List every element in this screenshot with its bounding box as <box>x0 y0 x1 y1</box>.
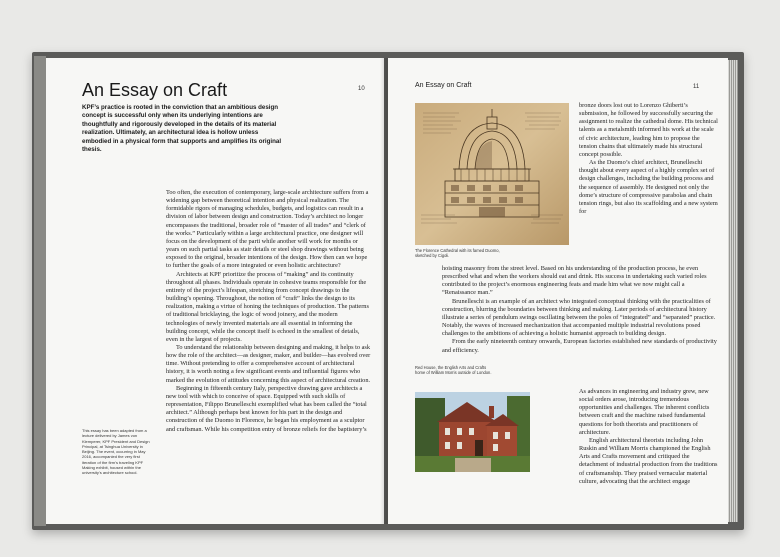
page-number-left: 10 <box>358 86 365 92</box>
body-paragraph: Brunelleschi is an example of an architect who integrated conceptual thinking with the practicalities of construction, blurring the boundaries between thinking and making. Later periods of architectural history illustrate a series of pendulum swings oscillating between the poles of “integrated” and “separated” practice. Notably, the waves of increased mechanization that accompanied multiple industrial revolutions posed challenges to the ambitions of achieving a holistic humanist approach to building design. <box>442 297 716 338</box>
right-body-column-bottom <box>579 388 719 486</box>
body-paragraph: hoisting masonry from the street level. Based on his understanding of the production process, he even prescribed what and when the workers should eat and drink. His success in undertaking such varied roles contributed to the project’s enormous engineering feats and made him what we now might call a “Renaissance man.” <box>442 265 707 297</box>
footnote: This essay has been adapted from a lecture delivered by James von Klemperer, KPF President and Design Principal, at Tsinghua University in Beijing. The event, occurring in May 2016, accompanied the very first iteration of the firm’s traveling KPF Making exhibit, housed within the university’s architecture school. <box>82 428 150 476</box>
body-paragraph: Beginning in fifteenth century Italy, perspective drawing gave architects a new tool with which to conceive of space. Equipped with such skills of representation, Filippo Brunelleschi exemplified what has been called the “total architect.” Although perhaps best known for his part in the design and construction of the Duomo in Florence, he began his employment as a sculptor and craftsman. While his competition entry of bronze reliefs for the baptistery’s <box>166 384 367 433</box>
red-house-photo <box>415 392 530 472</box>
body-paragraph: From the early nineteenth century onwards, European factories established new standards of productivity and efficiency. <box>442 338 717 354</box>
page-edges <box>728 60 738 522</box>
duomo-sketch-image <box>415 103 569 245</box>
body-paragraph: Too often, the execution of contemporary, large-scale architecture suffers from a widening gap between theoretical intention and physical realization. The formidable rigors of managing schedules, budgets, and logistics can result in a division of labor between design and construction. Today’s architect no longer encompasses the traditional, broader role of “master of all trades” and “clerk of the works.” Particularly within a large architectural practice, one designer will focus on the development of the parti while another will work for months or years on such partial tasks as stair details or steel shop drawings without being exposed to the original, broader intentions of the design. How then can we hope to further the goals of a more integrated or even holistic architecture? <box>166 189 369 270</box>
right-body-column-wide <box>442 265 720 355</box>
figure-caption: Red House, the English Arts and Crafts home of William Morris outside of London. <box>415 365 492 376</box>
left-body-column <box>166 189 371 434</box>
essay-title: An Essay on Craft <box>82 80 228 100</box>
body-paragraph: English architectural theorists including John Ruskin and William Morris championed the English Arts and Crafts movement and critiqued the detachment of industrial production from the traditions of craftsmanship. They praised vernacular material culture, advocating that the architect engage <box>579 436 718 485</box>
body-paragraph: Architects at KPF prioritize the process of “making” and its continuity throughout all phases. Individuals operate in cohesive teams responsible for the entirety of the project’s lifespan, stretching from concept drawings to the building’s opening. Throughout, the notion of “craft” links the design to its realization, making a virtue of honing the techniques of production. The patterns of traditional bricklaying, the logic of wood joinery, and the modern technologies of newly invented materials are all essential in informing the building concept, while the concept itself is echoed in the smallest of details, even in the largest of projects. <box>166 270 369 343</box>
running-head: An Essay on Craft <box>415 82 472 89</box>
body-paragraph: bronze doors lost out to Lorenzo Ghiberti’s submission, he followed by successfully securing the assignment to realize the cathedral dome. His technical talents as a metalsmith informed his work at the scale of civic architecture, leading him to propose the tension chains that ultimately made his structural concept possible. <box>579 102 718 158</box>
figure-caption: The Florence Cathedral with its famed Duomo, sketched by Cigoli. <box>415 248 500 259</box>
body-paragraph: To understand the relationship between designing and making, it helps to ask how the role of the architect—as designer, maker, and builder—has evolved over time. Without pretending to offer a comprehensive account of architectural history, it is worth noting a few significant events and influential figures who marked the evolution of attitudes concerning this aspect of architectural creation. <box>166 343 371 384</box>
right-body-column-top <box>579 102 719 216</box>
cover-edge <box>34 56 46 526</box>
body-paragraph: As advances in engineering and industry grew, new social orders arose, introducing tremendous opportunities and challenges. The inherent conflicts between craft and the machine raised fundamental questions for both theorists and practitioners of architecture. <box>579 388 710 436</box>
body-paragraph: As the Duomo’s chief architect, Brunelleschi thought about every aspect of a highly complex set of design challenges, including the building process and the sequence of assembly. He designed not only the dome’s structure of compressive parabolas and chain tension rings, but also its scaffolding and a new system for <box>579 159 718 216</box>
intro-paragraph: KPF’s practice is rooted in the conviction that an ambitious design concept is successful only when its underlying intentions are thoughtfully and rigorously developed in the details of its material realization. Ultimately, an architectural idea is hollow unless embodied in a physical form that supports and amplifies its original thesis. <box>82 104 282 154</box>
page-number-right: 11 <box>693 84 700 90</box>
left-page <box>46 58 384 524</box>
right-page <box>388 58 728 524</box>
